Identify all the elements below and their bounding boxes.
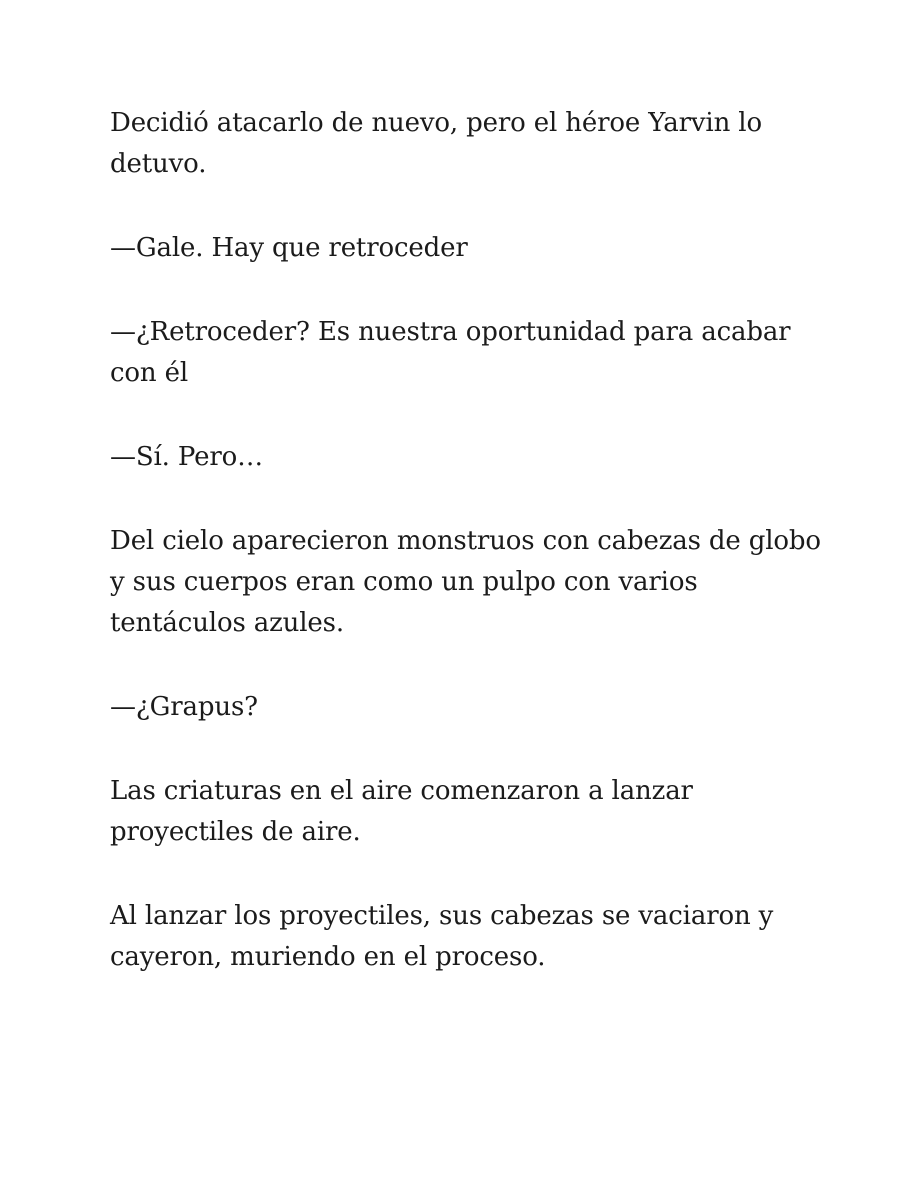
paragraph-narration-2: Del cielo aparecieron monstruos con cabezas de globo y sus cuerpos eran como un pulpo con varios tentáculos azules.	[110, 526, 821, 638]
paragraph-narration-3: Las criaturas en el aire comenzaron a lanzar proyectiles de aire.	[110, 776, 693, 847]
story-text	[110, 103, 840, 978]
paragraph-narration-4: Al lanzar los proyectiles, sus cabezas se vaciaron y cayeron, muriendo en el proceso.	[110, 901, 774, 972]
paragraph-dialogue-3: —Sí. Pero…	[110, 442, 263, 472]
paragraph-dialogue-1: —Gale. Hay que retroceder	[110, 233, 468, 263]
paragraph-dialogue-4: —¿Grapus?	[110, 692, 258, 722]
paragraph-narration-1: Decidió atacarlo de nuevo, pero el héroe Yarvin lo detuvo.	[110, 108, 762, 179]
paragraph-dialogue-2: —¿Retroceder? Es nuestra oportunidad para acabar con él	[110, 317, 791, 388]
